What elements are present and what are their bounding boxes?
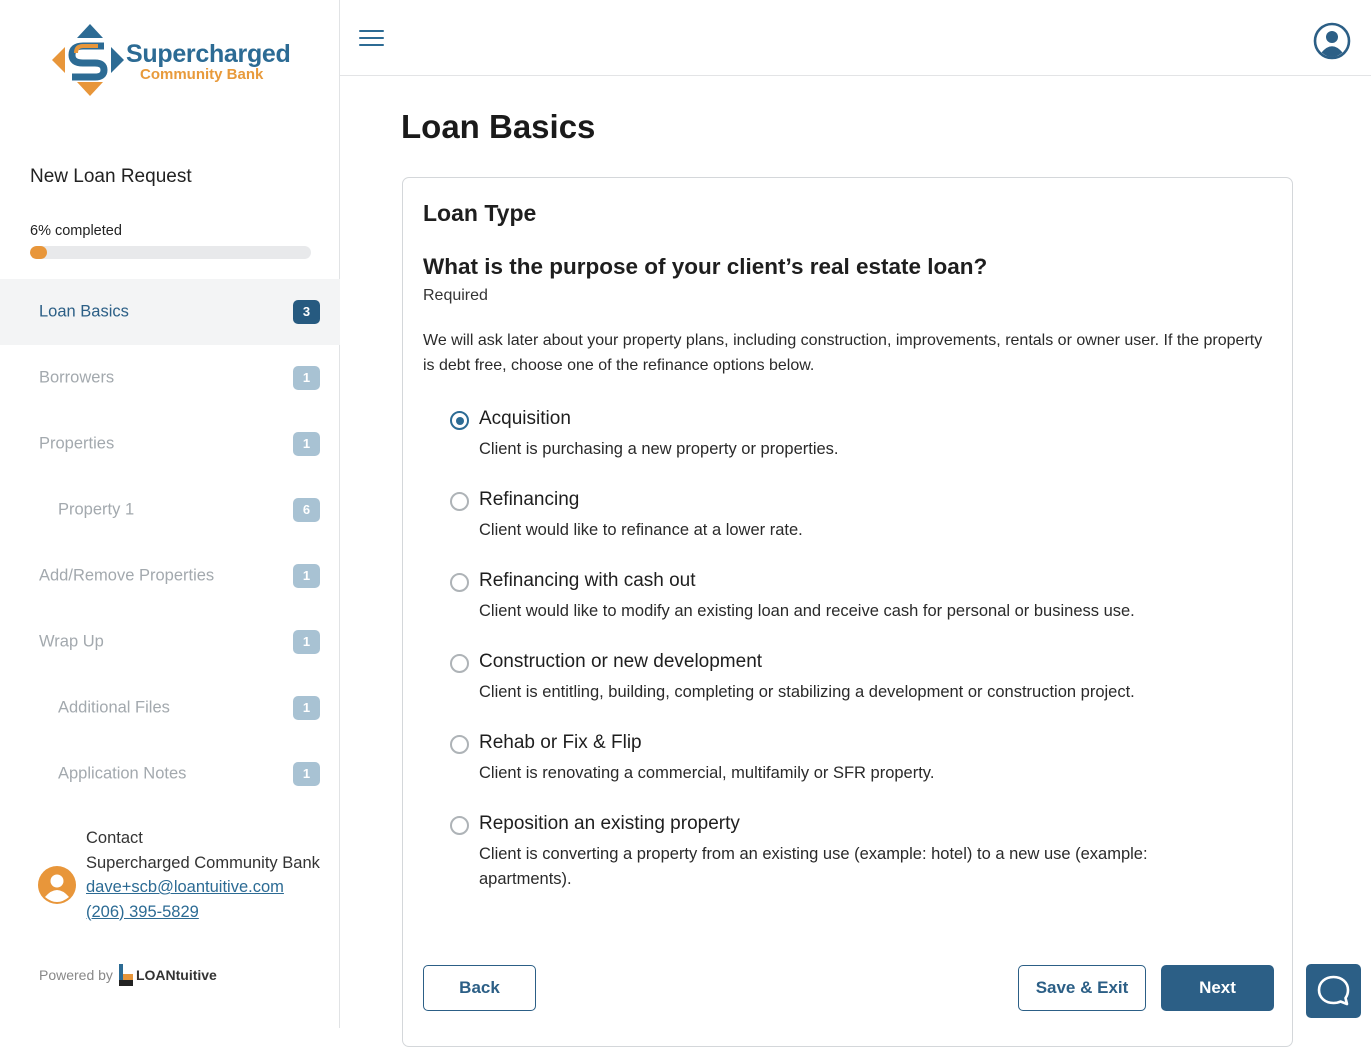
contact-heading: Contact xyxy=(86,829,143,847)
card-heading: Loan Type xyxy=(423,200,537,226)
powered-by xyxy=(39,964,217,986)
radio-button[interactable] xyxy=(450,492,469,511)
bank-logo[interactable] xyxy=(50,22,310,102)
nav-item[interactable] xyxy=(0,543,340,609)
nav-item-badge: 1 xyxy=(293,696,320,720)
option-label: Acquisition xyxy=(479,408,571,429)
option-label: Construction or new development xyxy=(479,651,763,672)
nav-item-badge: 1 xyxy=(293,564,320,588)
bank-logo-mark-icon xyxy=(50,22,130,98)
radio-button[interactable] xyxy=(450,816,469,835)
nav-item-badge: 6 xyxy=(293,498,320,522)
option-description: Client is purchasing a new property or properties. xyxy=(479,440,839,458)
required-label: Required xyxy=(423,287,488,304)
nav-item[interactable] xyxy=(0,411,340,477)
back-button[interactable]: Back xyxy=(423,965,536,1011)
user-circle-icon[interactable] xyxy=(1313,22,1351,60)
contact-avatar-icon xyxy=(38,866,76,904)
radio-button[interactable] xyxy=(450,573,469,592)
loan-type-card xyxy=(402,177,1293,1047)
nav-item-label: Application Notes xyxy=(58,764,187,783)
radio-button[interactable] xyxy=(450,654,469,673)
nav-item[interactable] xyxy=(0,609,340,675)
nav-item-label: Loan Basics xyxy=(39,302,129,321)
option-description: Client is renovating a commercial, multifamily or SFR property. xyxy=(479,764,935,782)
nav-item[interactable] xyxy=(0,477,340,543)
save-exit-button[interactable]: Save & Exit xyxy=(1018,965,1146,1011)
nav-item-label: Property 1 xyxy=(58,500,135,519)
nav-item-label: Borrowers xyxy=(39,368,115,387)
option-description: Client is entitling, building, completing or stabilizing a development or construction project. xyxy=(479,683,1135,701)
contact-org: Supercharged Community Bank xyxy=(86,853,320,872)
contact-phone-link[interactable]: (206) 395-5829 xyxy=(86,902,199,921)
option-description: Client is converting a property from an existing use (example: hotel) to a new use (example: apartments). xyxy=(479,845,1148,888)
bank-name-line2: Community Bank xyxy=(140,66,264,83)
progress-label: 6% completed xyxy=(30,223,122,239)
powered-brand[interactable] xyxy=(119,964,217,986)
step-nav xyxy=(0,279,340,807)
sidebar xyxy=(0,0,340,1028)
loantuitive-logo-icon xyxy=(119,964,133,986)
progress-bar xyxy=(30,246,311,259)
question-text: What is the purpose of your client’s real estate loan? xyxy=(423,254,988,279)
page-title: Loan Basics xyxy=(401,108,596,145)
nav-item-label: Add/Remove Properties xyxy=(39,566,215,585)
radio-button[interactable] xyxy=(450,411,469,430)
nav-item-badge: 3 xyxy=(293,300,320,324)
next-button[interactable]: Next xyxy=(1161,965,1274,1011)
contact-email-link[interactable]: dave+scb@loantuitive.com xyxy=(86,878,284,896)
chat-button[interactable] xyxy=(1306,964,1361,1018)
nav-item-label: Additional Files xyxy=(58,698,170,717)
hamburger-icon[interactable] xyxy=(359,27,384,47)
request-title: New Loan Request xyxy=(30,166,192,187)
progress-bar-fill xyxy=(30,246,47,259)
nav-item[interactable] xyxy=(0,741,340,807)
option-description: Client would like to refinance at a lower rate. xyxy=(479,521,803,539)
chat-bubble-icon xyxy=(1306,964,1361,1018)
nav-item-label: Properties xyxy=(39,434,115,453)
top-bar xyxy=(340,0,1371,76)
nav-item-label: Wrap Up xyxy=(39,632,104,651)
nav-item-badge: 1 xyxy=(293,630,320,654)
radio-button[interactable] xyxy=(450,735,469,754)
nav-item[interactable] xyxy=(0,279,340,345)
powered-brand-name: LOANtuitive xyxy=(135,967,217,983)
option-label: Refinancing xyxy=(479,489,580,510)
intro-text: We will ask later about your property plans, including construction, improvements, rentals or owner user. If the property is debt free, choose one of the refinance options below. xyxy=(423,332,1263,374)
powered-by-label: Powered by xyxy=(39,967,113,983)
option-label: Rehab or Fix & Flip xyxy=(479,732,642,753)
nav-item-badge: 1 xyxy=(293,366,320,390)
bank-name-line1: Supercharged xyxy=(126,40,291,68)
nav-item[interactable] xyxy=(0,345,340,411)
nav-item-badge: 1 xyxy=(293,432,320,456)
option-description: Client would like to modify an existing loan and receive cash for personal or business use. xyxy=(479,602,1135,620)
option-label: Reposition an existing property xyxy=(479,813,740,834)
nav-item[interactable] xyxy=(0,675,340,741)
option-label: Refinancing with cash out xyxy=(479,570,696,591)
nav-item-badge: 1 xyxy=(293,762,320,786)
